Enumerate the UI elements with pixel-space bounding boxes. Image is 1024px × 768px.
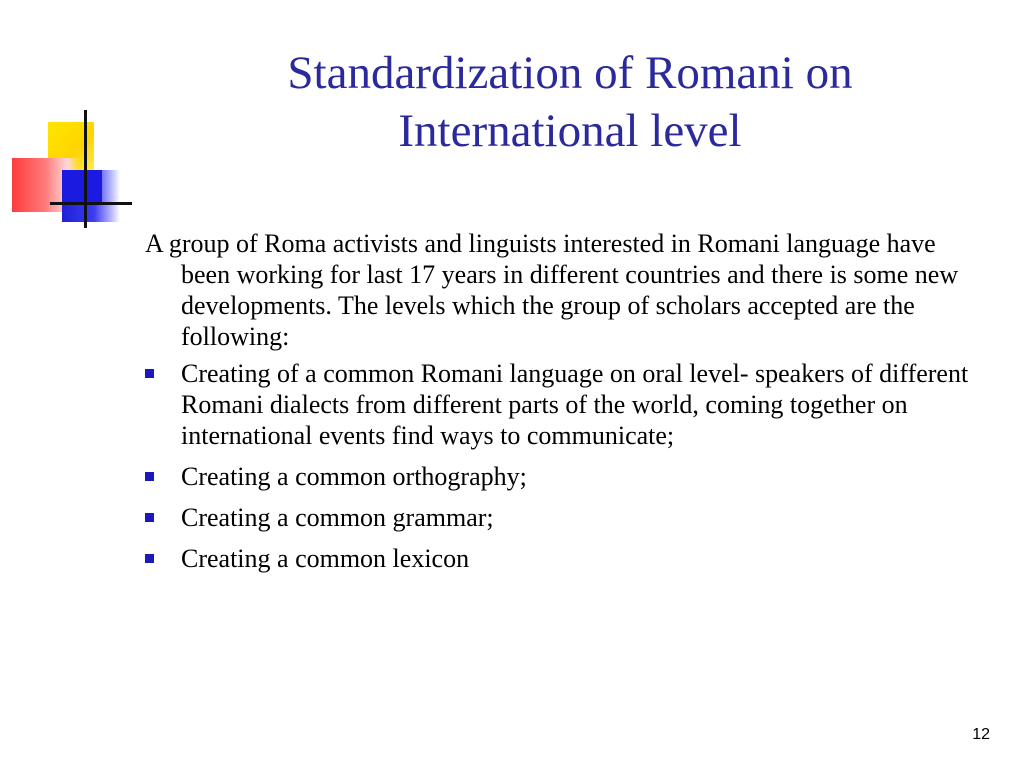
bullet-text: Creating a common lexicon bbox=[181, 544, 470, 573]
square-bullet-icon bbox=[145, 554, 154, 563]
slide-title-line-1: Standardization of Romani on bbox=[287, 47, 853, 99]
bullet-text: Creating a common orthography; bbox=[181, 462, 527, 491]
page-number: 12 bbox=[972, 726, 990, 743]
bullet-item bbox=[145, 461, 985, 492]
bullet-text: Creating of a common Romani language on oral level- speakers of different Romani dialects from different parts of the world, coming together on international events find ways to communicate; bbox=[181, 359, 969, 450]
square-bullet-icon bbox=[145, 369, 154, 378]
square-bullet-icon bbox=[145, 472, 154, 481]
slide-title-line-2: International level bbox=[398, 105, 742, 157]
slide-body bbox=[145, 228, 985, 584]
intro-paragraph: A group of Roma activists and linguists interested in Romani language have been working for last 17 years in different countries and there is some new developments. The levels which the group of scholars accepted are the following: bbox=[145, 229, 959, 351]
bullet-item bbox=[145, 502, 985, 533]
slide-title bbox=[150, 44, 990, 160]
deco-vertical-line bbox=[84, 110, 87, 228]
bullet-text: Creating a common grammar; bbox=[181, 503, 494, 532]
deco-blue-core bbox=[62, 170, 102, 204]
bullet-item bbox=[145, 358, 985, 451]
decorative-corner-graphic bbox=[0, 0, 160, 240]
square-bullet-icon bbox=[145, 513, 154, 522]
bullet-item bbox=[145, 543, 985, 574]
bullet-list bbox=[145, 358, 985, 574]
deco-horizontal-line bbox=[50, 202, 132, 205]
